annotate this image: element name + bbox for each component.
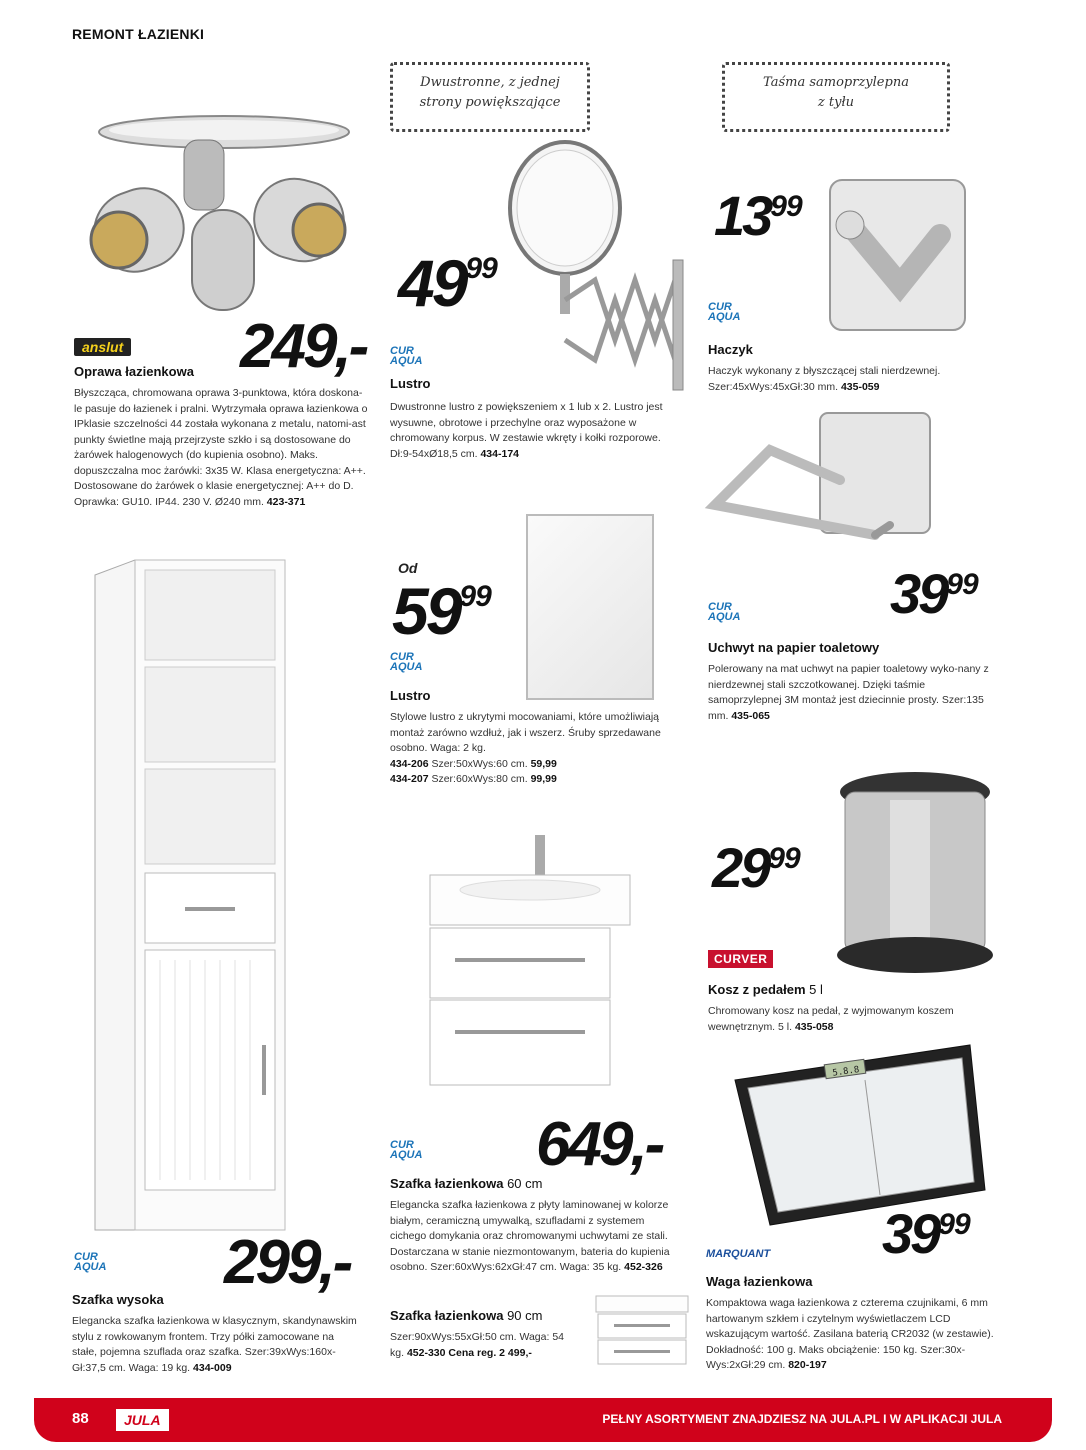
price-dash: ,- <box>630 1110 663 1179</box>
logo-text: AQUA <box>390 1149 423 1161</box>
ceiling-lamp-image <box>74 110 364 320</box>
title-text: Kosz z pedałem <box>708 982 806 997</box>
logo-text: AQUA <box>390 355 423 367</box>
bin-title <box>708 982 823 997</box>
product-code: 423-371 <box>266 495 306 508</box>
description-text: Dwustronne lustro z powiększeniem x 1 lub x 2. Lustro jest wysuwne, obrotowe i przechylne oraz wyposażone w chromowany korpus. W zestawie wkręty i kołki rozporowe. Dł:9-54xØ18,5 cm. <box>390 401 663 460</box>
product-code: 434-207 <box>390 773 429 785</box>
scale-price <box>882 1202 970 1265</box>
price-integer: 29 <box>712 836 769 899</box>
product-code: 435-065 <box>731 709 770 722</box>
variant-price: 59,99 <box>530 757 557 770</box>
magnifying-mirror-image <box>505 140 695 410</box>
title-text: Szafka łazienkowa <box>390 1176 504 1191</box>
scale-lcd-readout: 5.8.8 <box>831 1065 861 1079</box>
curaqua-logo <box>390 652 436 680</box>
hook-feature-bubble <box>722 62 950 132</box>
description-text: Polerowany na mat uchwyt na papier toaletowy wyko-nany z nierdzewnej stali szczotkowanej. Dzięki taśmie samoprzylepnej 3M montaż jest dziecinnie prosty. Szer:135 mm. <box>708 663 989 722</box>
price-decimal: 99 <box>938 1208 970 1241</box>
price-integer: 59 <box>392 574 460 648</box>
description-text: Elegancka szafka łazienkowa z płyty laminowanej w kolorze białym, ceramiczną umywalką, szufladami z systemem cichego domykania oraz chromowanymi uchwytami ze stali. Dostarczana w stanie niezmontowanym, bateria do kupienia osobno. Szer:60xWys:62xGł:47 cm. Waga: 35 kg. <box>390 1199 670 1273</box>
lamp-description <box>74 386 369 510</box>
price-decimal: 99 <box>768 842 800 875</box>
bin-description <box>708 1004 973 1035</box>
curaqua-logo <box>390 1140 436 1168</box>
curaqua-logo <box>708 302 754 330</box>
price-dash: ,- <box>318 1228 351 1297</box>
toilet-paper-holder-image <box>700 405 960 565</box>
variant-price: 99,99 <box>530 773 557 785</box>
lamp-price <box>240 312 367 381</box>
logo-text: CUR <box>390 651 414 663</box>
price-integer: 39 <box>882 1202 939 1265</box>
price-integer: 649 <box>536 1110 631 1179</box>
bubble-text-line: Taśma samoprzylepna <box>763 75 909 90</box>
product-code: 435-059 <box>840 380 880 393</box>
mirror1-price <box>398 246 497 320</box>
price-decimal: 99 <box>770 190 802 223</box>
title-text: Szafka łazienkowa <box>390 1308 504 1323</box>
mirror2-description <box>390 710 680 788</box>
description-text: Szer:90xWys:55xGł:50 cm. Waga: 54 kg. <box>390 1331 564 1359</box>
footer-text: PEŁNY ASORTYMENT ZNAJDZIESZ NA JULA.PL I W APLIKACJI JULA <box>602 1412 1002 1426</box>
title-suffix: 60 cm <box>507 1176 543 1191</box>
bubble-text-line: Dwustronne, z jednej <box>420 75 560 90</box>
bin-price <box>712 836 800 899</box>
jula-logo: JULA <box>116 1409 169 1431</box>
wall-mirror-image <box>526 514 654 700</box>
price-integer: 39 <box>890 562 947 625</box>
holder-title: Uchwyt na papier toaletowy <box>708 640 880 655</box>
regular-price: Cena reg. 2 499,- <box>448 1346 532 1359</box>
holder-price <box>890 562 978 625</box>
product-code: 434-206 <box>390 757 429 770</box>
product-code: 452-330 <box>406 1346 446 1359</box>
pedal-bin-image <box>830 770 1000 990</box>
variant-size: Szer:60xWys:80 cm. <box>431 773 528 785</box>
mirror2-price <box>392 574 491 648</box>
anslut-logo: anslut <box>74 338 131 356</box>
product-code: 434-009 <box>193 1361 232 1374</box>
description-text: Chromowany kosz na pedał, z wyjmowanym koszem wewnętrznym. 5 l. <box>708 1005 954 1033</box>
logo-text: CUR <box>74 1251 98 1263</box>
hook-description <box>708 364 998 395</box>
description-text: Elegancka szafka łazienkowa w klasycznym, skandynawskim stylu z rowkowanym frontem. Trzy półki zamocowane na stałe, pojemna szuflada oraz szafka. Szer:39xWys:160x-Gł:37,5 cm. Waga: 19 kg. <box>72 1315 357 1374</box>
curaqua-logo <box>74 1252 120 1280</box>
product-code: 434-174 <box>480 447 520 460</box>
logo-text: CUR <box>390 345 414 357</box>
variant-size: Szer:50xWys:60 cm. <box>431 757 528 770</box>
curaqua-logo <box>708 602 754 630</box>
vanity-price <box>536 1110 663 1179</box>
section-title: REMONT ŁAZIENKI <box>72 26 205 42</box>
price-integer: 13 <box>714 184 771 247</box>
hook-title: Haczyk <box>708 342 753 357</box>
cabinet-title: Szafka wysoka <box>72 1292 164 1307</box>
bubble-text-line: strony powiększające <box>419 95 561 110</box>
price-decimal: 99 <box>946 568 978 601</box>
cabinet-price <box>224 1228 351 1297</box>
bubble-text-line: z tyłu <box>817 95 855 110</box>
mirror1-description <box>390 400 680 462</box>
logo-text: CUR <box>390 1139 414 1151</box>
product-code: 820-197 <box>788 1359 827 1371</box>
price-from-label: Od <box>398 560 418 576</box>
mirror1-title: Lustro <box>390 376 431 391</box>
lamp-title: Oprawa łazienkowa <box>74 364 194 379</box>
title-suffix: 90 cm <box>507 1308 543 1323</box>
vanity90-description <box>390 1330 570 1361</box>
logo-text: AQUA <box>708 611 741 623</box>
logo-text: AQUA <box>390 661 423 673</box>
logo-text: AQUA <box>708 311 741 323</box>
price-dash: ,- <box>334 312 367 381</box>
mirror-feature-bubble <box>390 62 590 132</box>
holder-description <box>708 662 998 724</box>
product-code: 435-058 <box>794 1020 834 1033</box>
price-integer: 49 <box>398 246 466 320</box>
description-text: Stylowe lustro z ukrytymi mocowaniami, które umożliwiają montaż zarówno wzdłuż, jak i wszerz. Śruby sprzedawane osobno. Waga: 2 kg. <box>390 711 661 754</box>
mirror2-title: Lustro <box>390 688 431 703</box>
marquant-logo: MARQUANT <box>706 1248 771 1260</box>
logo-text: CUR <box>708 301 732 313</box>
scale-title: Waga łazienkowa <box>706 1274 813 1289</box>
scale-description <box>706 1296 998 1374</box>
bathroom-scale-image <box>730 1040 990 1230</box>
description-text: Kompaktowa waga łazienkowa z czterema czujnikami, 6 mm hartowanym szkłem i czytelnym wyświetlaczem LCD wskazującym wartość. Zasilana baterią CR2032 (w zestawie). Dokładność: 100 g. Maks obciążenie: 150 kg. Szer:30x-Wys:2xGł:29 cm. <box>706 1297 994 1371</box>
description-text: Haczyk wykonany z błyszczącej stali nierdzewnej. Szer:45xWys:45xGł:30 mm. <box>708 365 941 393</box>
curver-logo: CURVER <box>708 950 773 968</box>
description-text: Błyszcząca, chromowana oprawa 3-punktowa, która doskona-le pasuje do łazienek i pralni. Wytrzymała oprawa łazienkowa o IPklasie szczelności 44 została wykonana z metalu, natomi-ast punkty świetlne mają przejrzyste szkło i są dostosowane do żarówek halogenowych (do kupienia osobno). Maks. dopuszczalna moc żarówki: 3x35 W. Klasa energetyczna: A++. Dostosowane do żarówek o klasie energetycznej: A++ do D. Oprawka: GU10. IP44. 230 V. Ø240 mm. <box>74 387 368 508</box>
hook-price <box>714 184 802 247</box>
variant-line <box>390 772 680 788</box>
vanity90-image <box>594 1294 690 1366</box>
product-code: 452-326 <box>624 1261 663 1273</box>
vanity-unit-image <box>425 830 635 1095</box>
title-suffix: 5 l <box>809 982 823 997</box>
price-decimal: 99 <box>459 580 491 613</box>
vanity-description <box>390 1198 682 1276</box>
vanity90-title <box>390 1308 542 1323</box>
variant-line <box>390 757 680 773</box>
price-decimal: 99 <box>465 252 497 285</box>
page-number: 88 <box>72 1410 89 1427</box>
logo-text: AQUA <box>74 1261 107 1273</box>
vanity-title <box>390 1176 542 1191</box>
cabinet-description <box>72 1314 362 1376</box>
page-footer <box>34 1398 1052 1442</box>
logo-text: CUR <box>708 601 732 613</box>
price-integer: 299 <box>224 1228 319 1297</box>
curaqua-logo <box>390 346 436 374</box>
price-integer: 249 <box>240 312 335 381</box>
tall-cabinet-image <box>90 555 290 1240</box>
towel-hook-image <box>820 175 970 335</box>
